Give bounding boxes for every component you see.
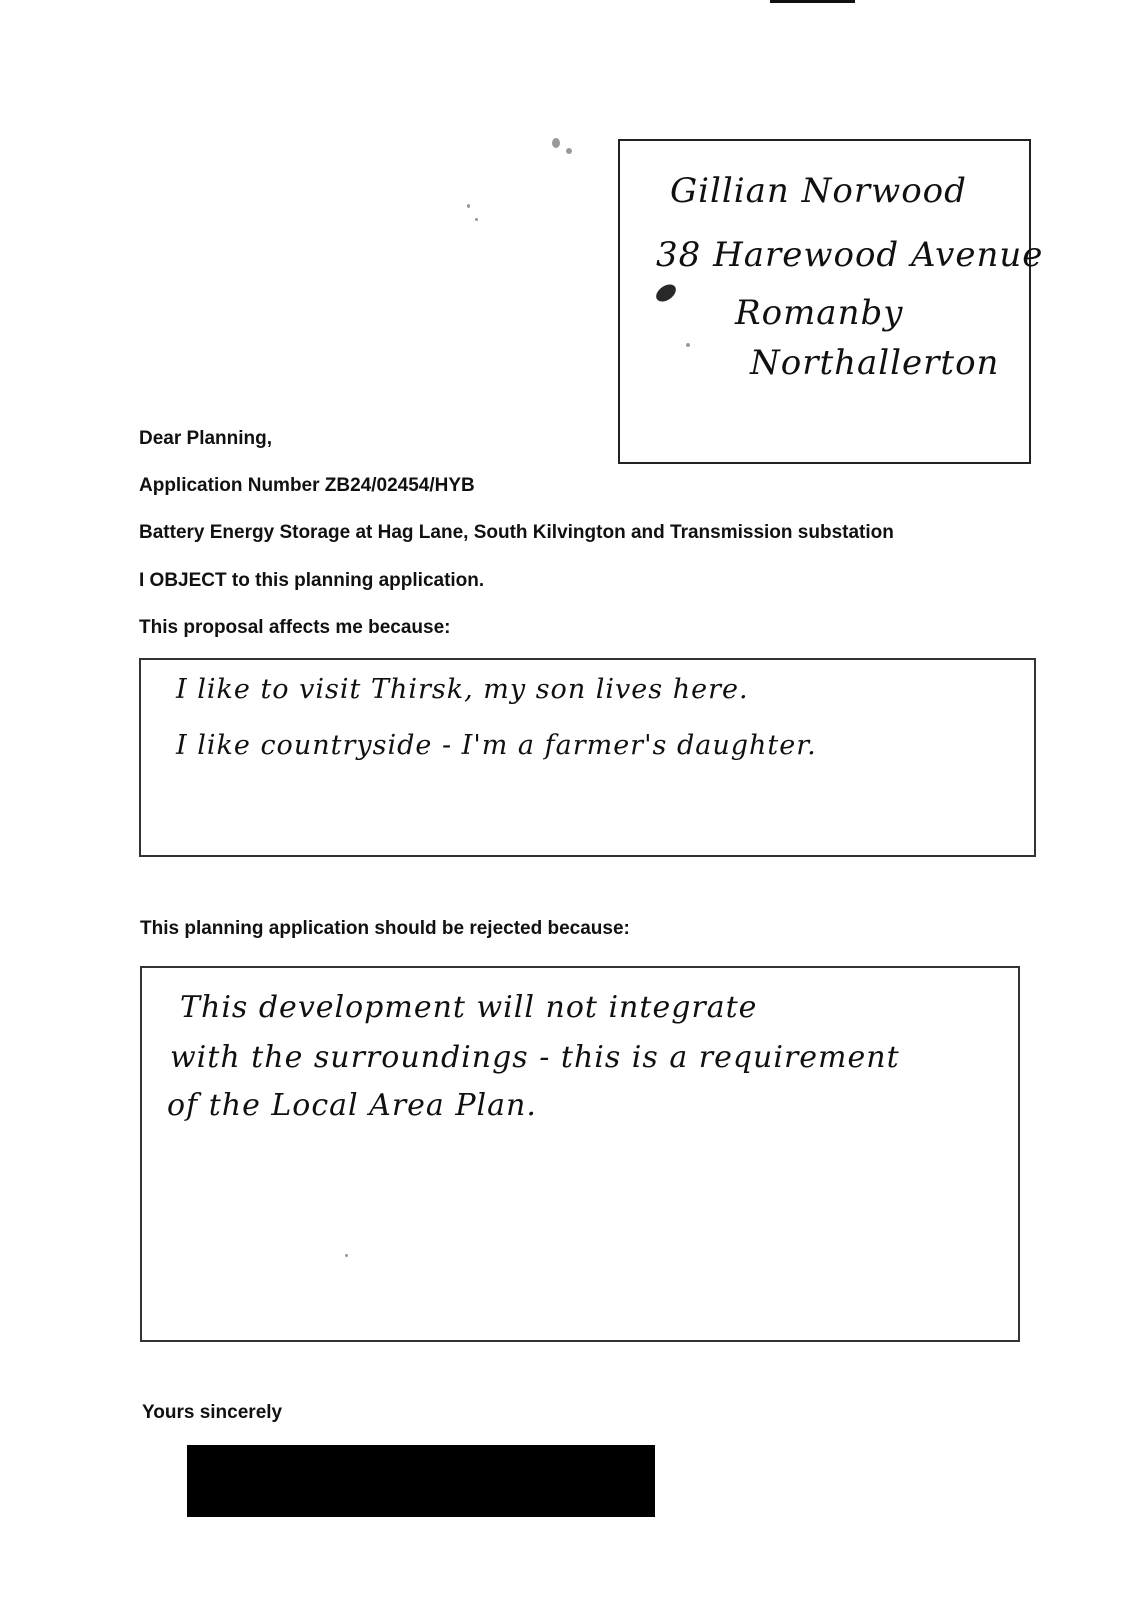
affects-label: This proposal affects me because: bbox=[139, 617, 451, 638]
sender-street: 38 Harewood Avenue bbox=[656, 235, 1044, 275]
sender-town: Northallerton bbox=[750, 343, 1000, 383]
handwritten-line: of the Local Area Plan. bbox=[167, 1088, 537, 1123]
rejected-response-box bbox=[140, 966, 1020, 1342]
sender-name: Gillian Norwood bbox=[670, 171, 967, 211]
scan-speck bbox=[467, 204, 470, 208]
address-box bbox=[618, 139, 1044, 464]
salutation: Dear Planning, bbox=[139, 428, 273, 449]
application-number: Application Number ZB24/02454/HYB bbox=[139, 475, 475, 496]
handwritten-line: with the surroundings - this is a requirement bbox=[170, 1040, 900, 1075]
scan-edge-mark bbox=[770, 0, 855, 3]
scan-speck bbox=[475, 218, 478, 221]
handwritten-line: I like countryside - I'm a farmer's daughter. bbox=[176, 730, 817, 761]
affects-response-box bbox=[139, 658, 1036, 857]
sender-locality: Romanby bbox=[735, 293, 904, 333]
handwritten-line: I like to visit Thirsk, my son lives here. bbox=[176, 674, 749, 705]
handwritten-line: This development will not integrate bbox=[180, 990, 758, 1025]
redacted-signature bbox=[187, 1445, 655, 1517]
scan-speck bbox=[552, 138, 560, 148]
objection-statement: I OBJECT to this planning application. bbox=[139, 570, 485, 591]
scan-speck bbox=[566, 148, 572, 154]
rejected-label: This planning application should be rejected because: bbox=[140, 918, 630, 939]
application-subject: Battery Energy Storage at Hag Lane, South Kilvington and Transmission substation bbox=[139, 522, 894, 543]
closing: Yours sincerely bbox=[142, 1402, 283, 1423]
